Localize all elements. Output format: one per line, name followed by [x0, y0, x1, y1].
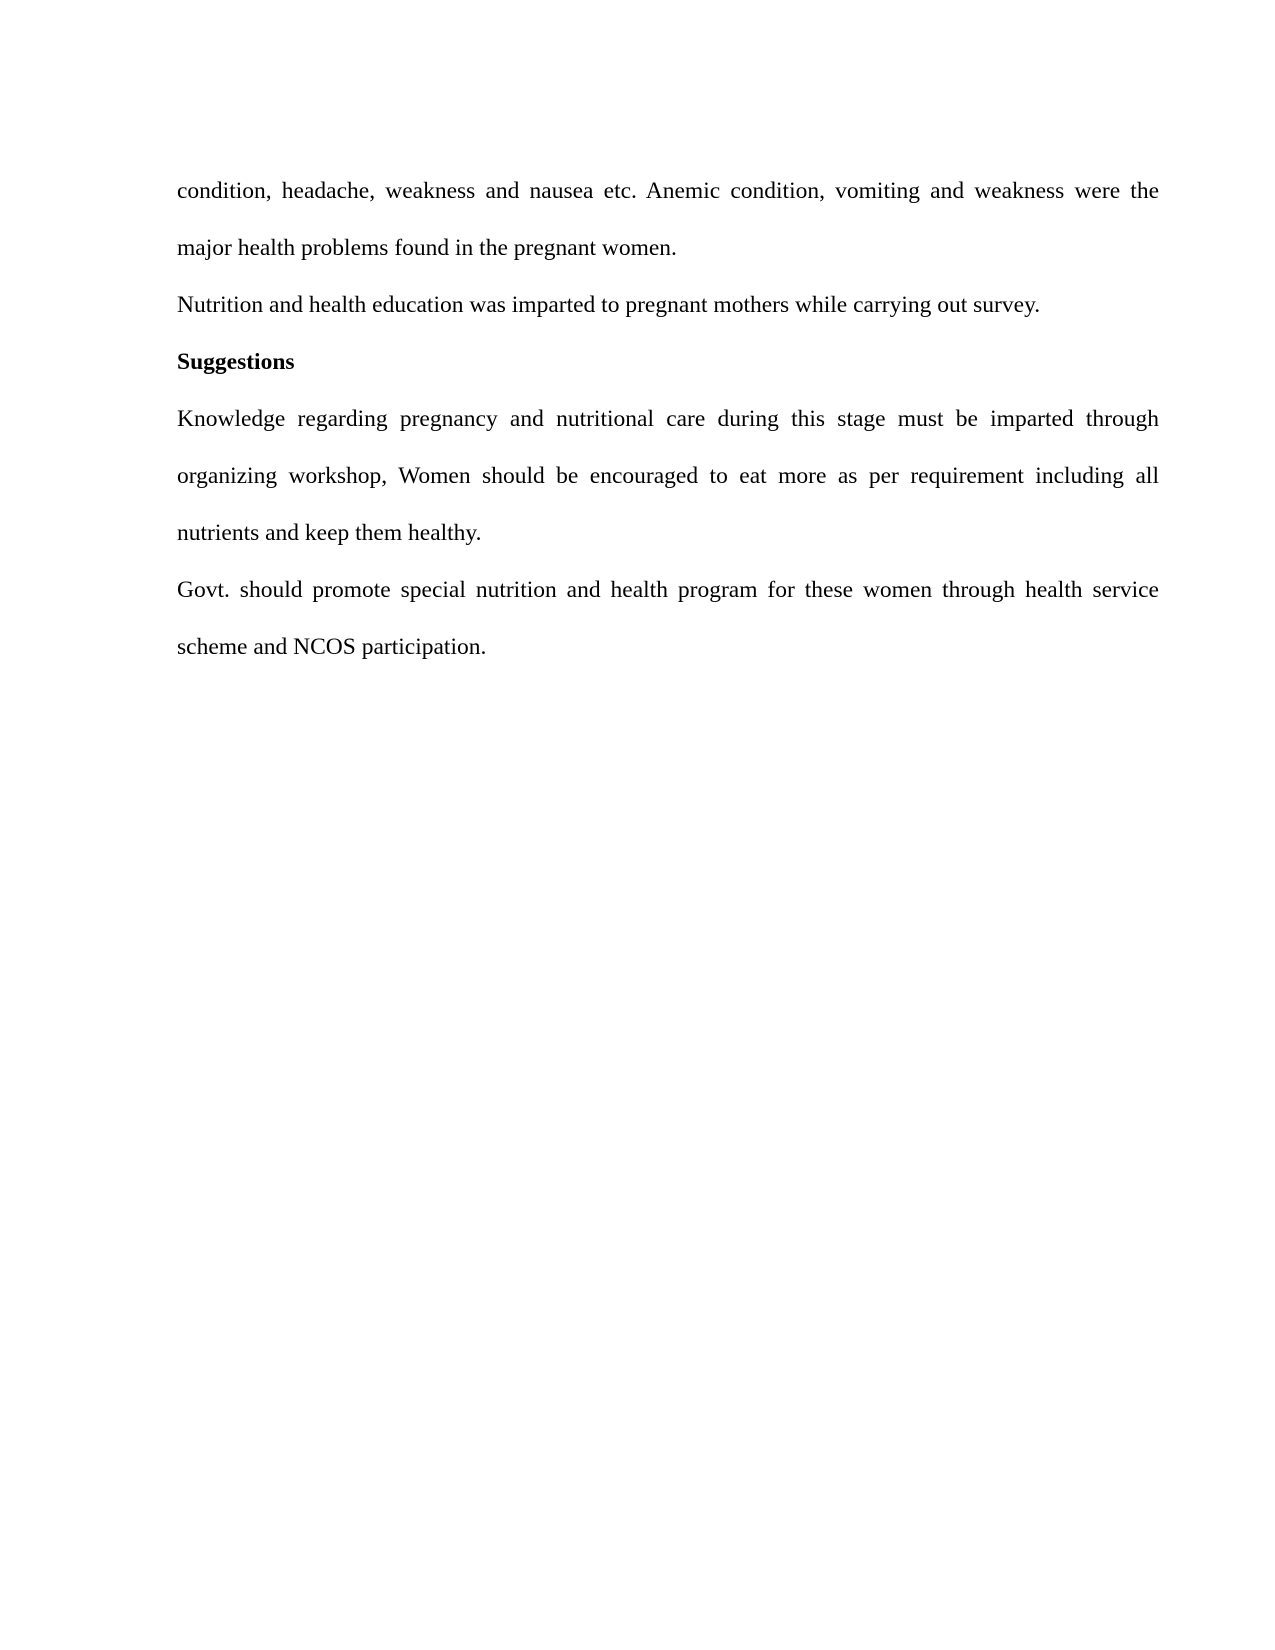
paragraph-govt-program: Govt. should promote special nutrition and health program for these women through health service scheme and NCOS participation.: [177, 577, 1159, 660]
paragraph-health-problems: condition, headache, weakness and nausea etc. Anemic condition, vomiting and weakness were the major health problems found in the pregnant women.: [177, 178, 1159, 261]
paragraph-nutrition-education: Nutrition and health education was imparted to pregnant mothers while carrying out survey.: [177, 292, 1041, 318]
page-body: [177, 163, 1159, 676]
section-heading-suggestions: Suggestions: [177, 349, 295, 375]
paragraph-knowledge-workshop: Knowledge regarding pregnancy and nutritional care during this stage must be imparted through organizing workshop, Women should be encouraged to eat more as per requirement including all nutrients and keep them healthy.: [177, 406, 1159, 546]
